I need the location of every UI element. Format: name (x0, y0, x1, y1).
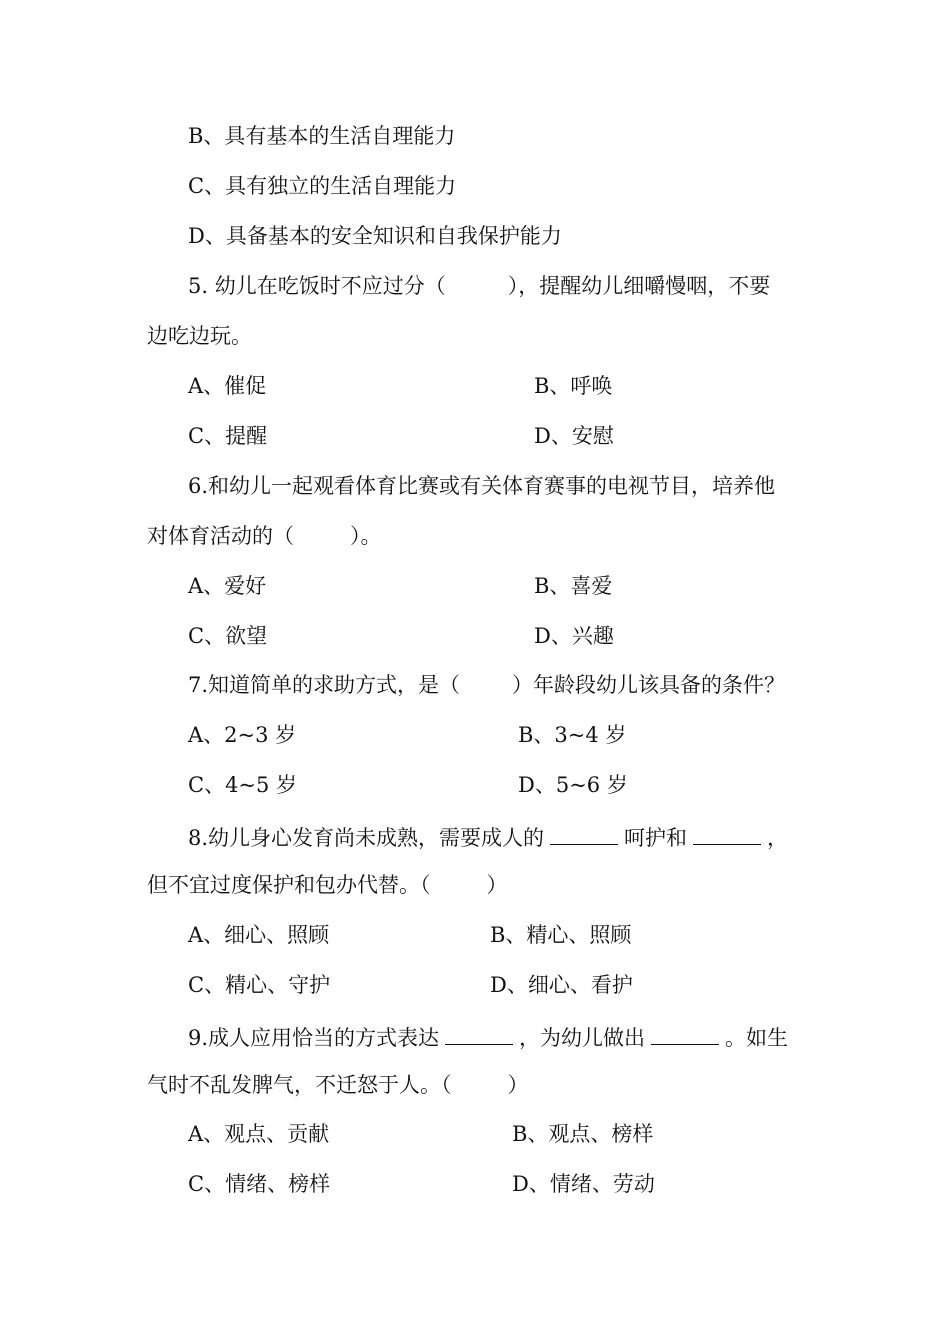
q9-option-b: B、观点、榜样 (512, 1122, 654, 1146)
q5-stem-part-a: 5. 幼儿在吃饭时不应过分（ (188, 274, 446, 298)
q9-option-d: D、情绪、劳动 (512, 1172, 655, 1196)
q9-blank-1 (445, 1020, 513, 1045)
q5-stem-continued: 边吃边玩。 (147, 324, 252, 348)
q8-stem-part-b: 呵护和 (624, 826, 688, 850)
q4-option-b: B、具有基本的生活自理能力 (188, 124, 456, 148)
q6-stem-cont-part-a: 对体育活动的（ (147, 524, 294, 548)
q6-option-b: B、喜爱 (534, 574, 613, 598)
q7-option-a: A、2~3 岁 (188, 723, 297, 747)
q7-option-d: D、5~6 岁 (518, 773, 628, 797)
q9-stem-cont-part-b: ） (507, 1073, 529, 1097)
q9-stem-continued (147, 1070, 529, 1100)
q7-option-c: C、4~5 岁 (188, 773, 298, 797)
q6-option-c: C、欲望 (188, 624, 268, 648)
q6-stem-cont-part-b: ）。 (350, 524, 382, 548)
q8-stem-cont-part-b: ） (486, 873, 508, 897)
q8-stem-part-c: ， (767, 826, 789, 850)
q6-stem-continued (147, 521, 382, 551)
q9-stem-part-b: ，为幼儿做出 (519, 1026, 646, 1050)
q8-stem-cont-part-a: 但不宜过度保护和包办代替。（ (147, 873, 431, 897)
q8-stem-part-a: 8.幼儿身心发育尚未成熟，需要成人的 (188, 826, 545, 850)
q7-stem-part-b: ）年龄段幼儿该具备的条件？ (512, 673, 786, 697)
q9-stem (188, 1020, 788, 1050)
q4-option-c: C、具有独立的生活自理能力 (188, 174, 457, 198)
q4-option-d: D、具备基本的安全知识和自我保护能力 (188, 224, 562, 248)
q8-option-b: B、精心、照顾 (490, 923, 632, 947)
q9-option-c: C、情绪、榜样 (188, 1172, 331, 1196)
q8-option-a: A、细心、照顾 (188, 923, 330, 947)
q5-stem-part-b: ），提醒幼儿细嚼慢咽，不要 (507, 274, 771, 298)
q9-option-a: A、观点、贡献 (188, 1122, 330, 1146)
q8-stem-continued (147, 870, 508, 900)
q8-stem (188, 820, 788, 850)
q6-option-d: D、兴趣 (534, 624, 614, 648)
q8-option-d: D、细心、看护 (490, 973, 633, 997)
q6-stem: 6.和幼儿一起观看体育比赛或有关体育赛事的电视节目，培养他 (188, 474, 776, 498)
q9-blank-2 (651, 1020, 719, 1045)
q5-option-b: B、呼唤 (534, 374, 613, 398)
q8-option-c: C、精心、守护 (188, 973, 331, 997)
q7-option-b: B、3~4 岁 (518, 723, 627, 747)
q9-stem-part-c: 。如生 (725, 1026, 789, 1050)
q7-stem-part-a: 7.知道简单的求助方式，是（ (188, 673, 461, 697)
q7-stem (188, 670, 785, 700)
q5-stem (188, 271, 770, 301)
q5-option-c: C、提醒 (188, 424, 268, 448)
q8-blank-2 (693, 820, 761, 845)
q9-stem-part-a: 9.成人应用恰当的方式表达 (188, 1026, 440, 1050)
q6-option-a: A、爱好 (188, 574, 267, 598)
q5-option-d: D、安慰 (534, 424, 614, 448)
q5-option-a: A、催促 (188, 374, 267, 398)
q8-blank-1 (550, 820, 618, 845)
q9-stem-cont-part-a: 气时不乱发脾气，不迁怒于人。（ (147, 1073, 452, 1097)
